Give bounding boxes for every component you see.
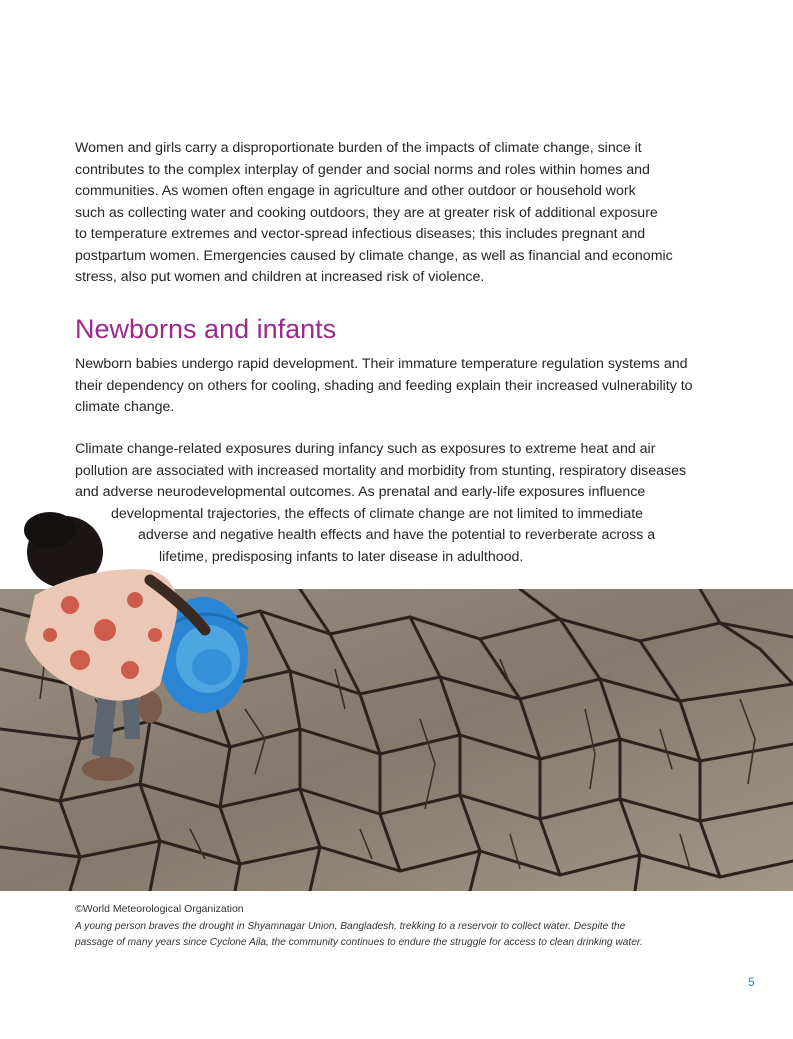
text-line: postpartum women. Emergencies caused by climate change, as well as financial and economic [75,247,673,264]
text-line: communities. As women often engage in agriculture and other outdoor or household work [75,183,636,199]
child-figure [10,510,270,725]
text-line: climate change. [75,399,175,415]
newborn-paragraph [75,354,735,419]
section-heading: Newborns and infants [75,314,337,344]
text-line: adverse and negative health effects and have the potential to reverberate across a [138,527,656,543]
text-line: lifetime, predisposing infants to later disease in adulthood. [159,548,524,565]
text-line: Women and girls carry a disproportionate burden of the impacts of climate change, since it [75,140,642,156]
text-line: their dependency on others for cooling, shading and feeding explain their increased vulnerability to [75,377,693,394]
photo-caption [75,919,715,951]
text-line: pollution are associated with increased mortality and morbidity from stunting, respiratory diseases [75,462,687,479]
text-line: and adverse neurodevelopmental outcomes. As prenatal and early-life exposures influence [75,484,646,500]
intro-paragraph [75,138,735,289]
text-line: to temperature extremes and vector-spread infectious diseases; this includes pregnant and [75,226,646,242]
caption-line: A young person braves the drought in Shyamnagar Union, Bangladesh, trekking to a reservoir to collect water. Despite the [75,921,626,932]
text-line: developmental trajectories, the effects of climate change are not limited to immediate [111,505,644,522]
text-line: contributes to the complex interplay of gender and social norms and roles within homes and [75,161,650,178]
text-line: such as collecting water and cooking outdoors, they are at greater risk of additional exposure [75,204,658,221]
text-line: stress, also put women and children at increased risk of violence. [75,269,485,285]
page-number: 5 [748,975,755,989]
photo-credit: ©World Meteorological Organization [75,903,244,915]
text-line: Climate change-related exposures during infancy such as exposures to extreme heat and air [75,441,656,457]
text-line: Newborn babies undergo rapid development. Their immature temperature regulation systems and [75,356,688,372]
caption-line: passage of many years since Cyclone Aila, the community continues to endure the struggle for access to clean drinking water. [75,937,643,948]
